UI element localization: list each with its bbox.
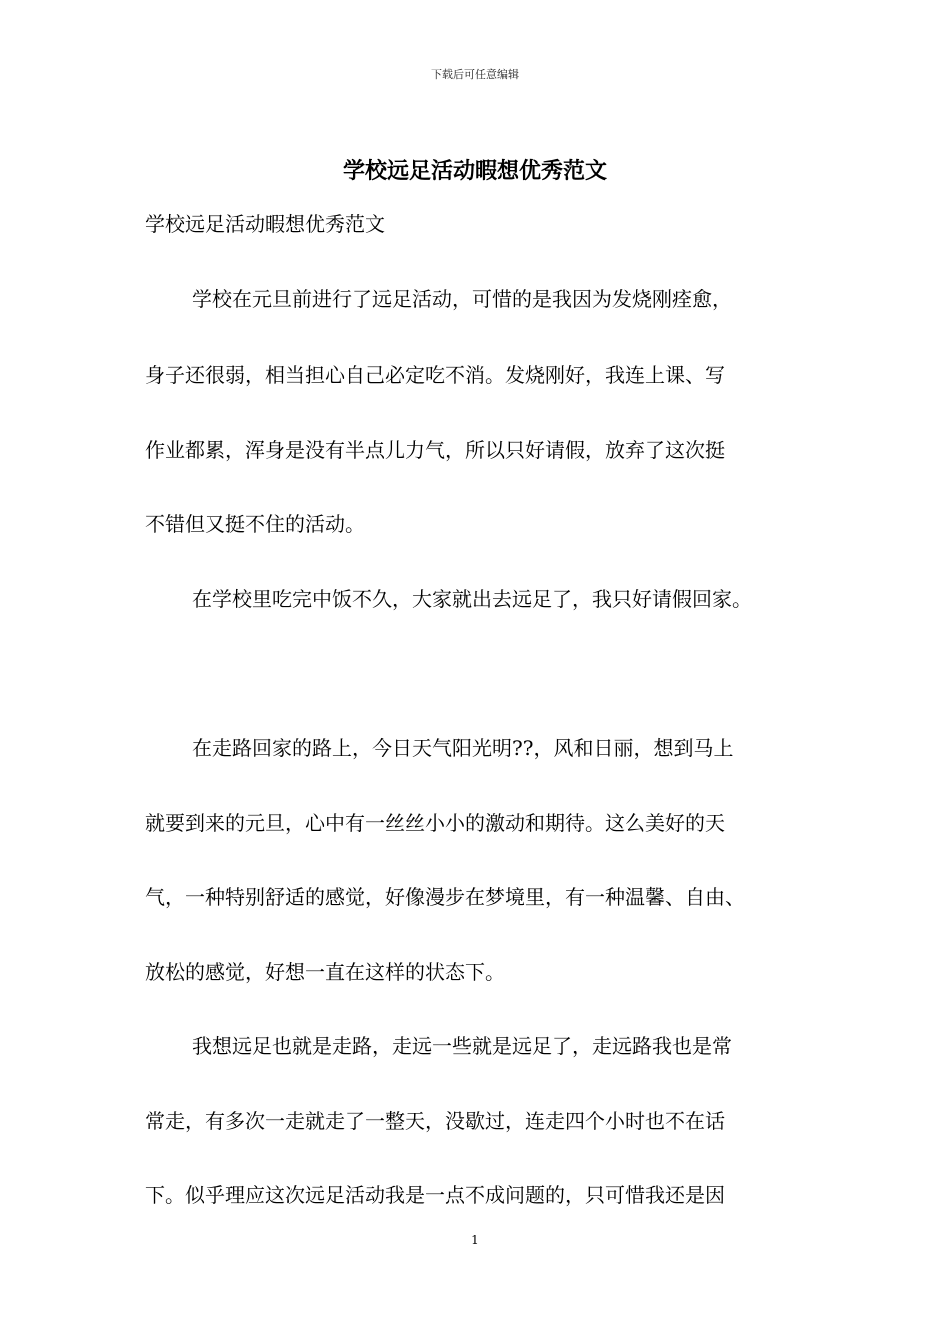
- paragraph-3-line-3: 气，一种特别舒适的感觉，好像漫步在梦境里，有一种温馨、自由、: [145, 885, 745, 909]
- document-subtitle: 学校远足活动暇想优秀范文: [145, 212, 385, 236]
- paragraph-1-line-4: 不错但又挺不住的活动。: [145, 512, 365, 536]
- paragraph-1-line-2: 身子还很弱，相当担心自己必定吃不消。发烧刚好，我连上课、写: [145, 363, 725, 387]
- document-title: 学校远足活动暇想优秀范文: [342, 158, 607, 184]
- paragraph-1-line-1: 学校在元旦前进行了远足活动，可惜的是我因为发烧刚痊愈，: [192, 287, 732, 311]
- paragraph-3-line-4: 放松的感觉，好想一直在这样的状态下。: [145, 960, 505, 984]
- header-note: 下载后可任意编辑: [431, 68, 519, 81]
- paragraph-3-line-1: 在走路回家的路上，今日天气阳光明??，风和日丽，想到马上: [192, 736, 734, 760]
- page-number: 1: [471, 1233, 479, 1247]
- paragraph-4-line-1: 我想远足也就是走路，走远一些就是远足了，走远路我也是常: [192, 1034, 732, 1058]
- paragraph-4-line-2: 常走，有多次一走就走了一整天，没歇过，连走四个小时也不在话: [145, 1109, 725, 1133]
- paragraph-1-line-3: 作业都累，浑身是没有半点儿力气，所以只好请假，放弃了这次挺: [145, 438, 725, 462]
- paragraph-4-line-3: 下。似乎理应这次远足活动我是一点不成问题的，只可惜我还是因: [145, 1183, 725, 1207]
- paragraph-2-line-1: 在学校里吃完中饭不久，大家就出去远足了，我只好请假回家。: [192, 587, 752, 611]
- paragraph-3-line-2: 就要到来的元旦，心中有一丝丝小小的激动和期待。这么美好的天: [145, 811, 725, 835]
